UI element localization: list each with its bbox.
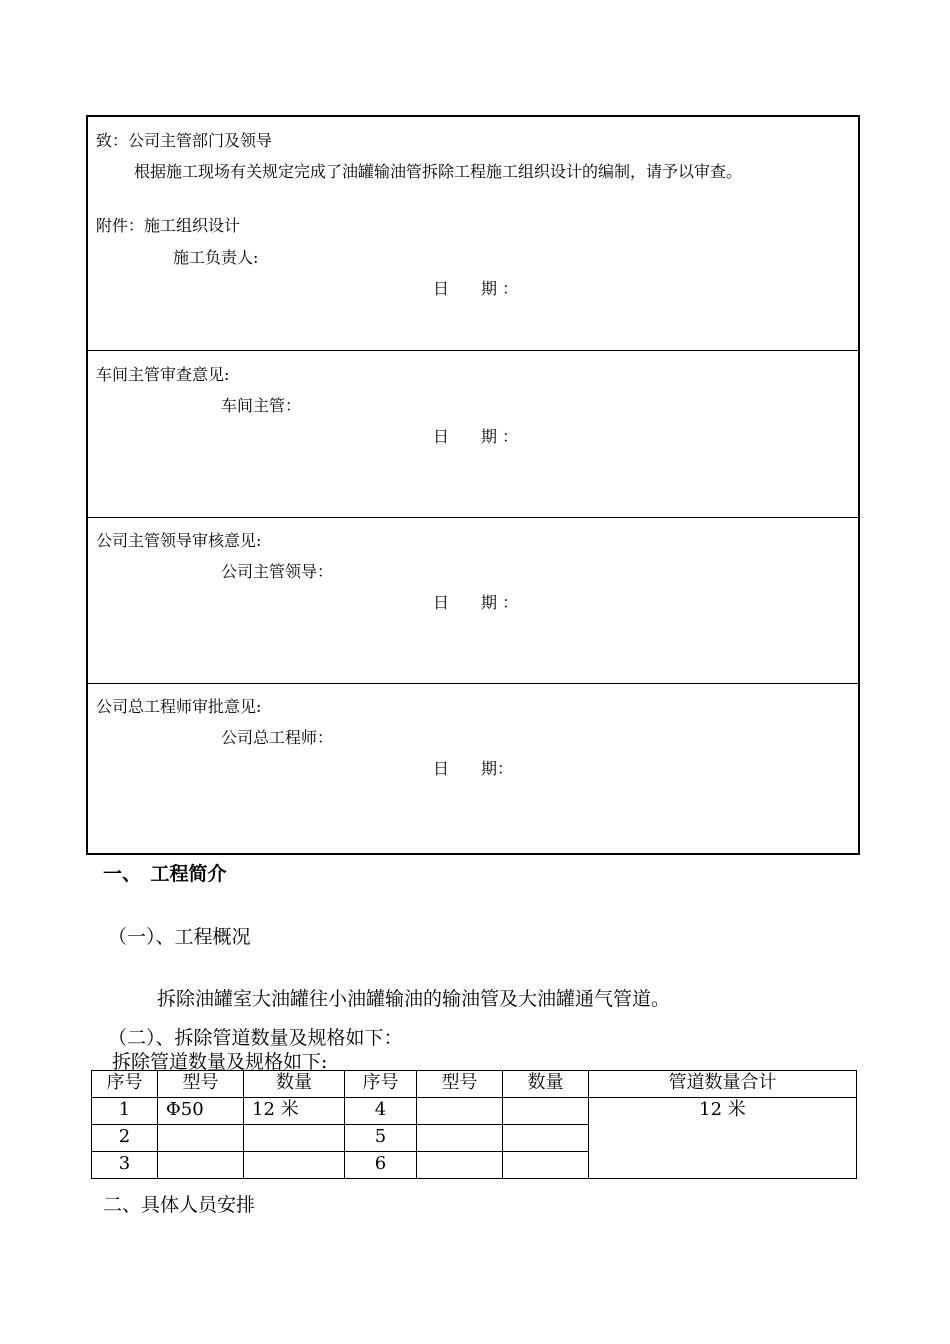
- construction-lead-label: 施工负责人:: [173, 248, 259, 267]
- section-heading-1: 一、 工程简介: [103, 863, 227, 885]
- table-cell: [158, 1125, 244, 1152]
- table-cell: [417, 1098, 503, 1125]
- chief-engineer-section: [88, 683, 858, 854]
- header-cell: 管道数量合计: [589, 1071, 857, 1098]
- overview-paragraph: 拆除油罐室大油罐往小油罐输油的输油管及大油罐通气管道。: [157, 988, 671, 1010]
- date-label: 日 期：: [433, 759, 514, 778]
- header-cell: 型号: [158, 1071, 244, 1098]
- table-cell: 2: [92, 1125, 158, 1152]
- chief-engineer-title: 公司总工程师审批意见:: [96, 697, 262, 716]
- date-label: 日 期 ：: [433, 593, 519, 612]
- table-cell: [417, 1152, 503, 1179]
- table-cell: Φ50: [158, 1098, 244, 1125]
- leader-audit-section: [88, 517, 858, 684]
- table-cell: [503, 1098, 589, 1125]
- chief-engineer-label: 公司总工程师：: [221, 728, 334, 747]
- approval-form: [86, 115, 860, 855]
- submission-section: [88, 117, 858, 350]
- table-cell: [503, 1152, 589, 1179]
- addressee-line: 致：公司主管部门及领导: [96, 131, 273, 150]
- section-heading-2: 二、具体人员安排: [103, 1194, 256, 1216]
- header-cell: 型号: [417, 1071, 503, 1098]
- table-cell: 12 米: [244, 1098, 345, 1125]
- table-row: [92, 1098, 857, 1125]
- company-leader-label: 公司主管领导：: [221, 562, 334, 581]
- subsection-heading-pipes: （二）、拆除管道数量及规格如下：: [108, 1027, 403, 1049]
- workshop-review-section: [88, 350, 858, 518]
- header-cell: 序号: [92, 1071, 158, 1098]
- workshop-supervisor-label: 车间主管：: [221, 396, 302, 415]
- table-header-row: [92, 1071, 857, 1098]
- table-caption: 拆除管道数量及规格如下:: [112, 1051, 328, 1073]
- table-cell: [244, 1152, 345, 1179]
- table-cell: 4: [345, 1098, 417, 1125]
- table-cell: [417, 1125, 503, 1152]
- header-cell: 序号: [345, 1071, 417, 1098]
- table-cell: [244, 1125, 345, 1152]
- submission-body: 根据施工现场有关规定完成了油罐输油管拆除工程施工组织设计的编制，请予以审查。: [134, 162, 743, 181]
- date-label: 日 期 ：: [433, 427, 519, 446]
- workshop-review-title: 车间主管审查意见:: [96, 365, 230, 384]
- table-cell: 5: [345, 1125, 417, 1152]
- attachment-line: 附件：施工组织设计: [96, 216, 241, 235]
- table-cell: 3: [92, 1152, 158, 1179]
- date-label: 日 期 ：: [433, 279, 519, 298]
- table-cell: 1: [92, 1098, 158, 1125]
- table-cell: [158, 1152, 244, 1179]
- header-cell: 数量: [503, 1071, 589, 1098]
- total-cell: 12 米: [589, 1098, 857, 1179]
- subsection-heading-overview: （一）、工程概况: [108, 926, 251, 948]
- table-cell: 6: [345, 1152, 417, 1179]
- table-cell: [503, 1125, 589, 1152]
- leader-audit-title: 公司主管领导审核意见:: [96, 531, 262, 550]
- pipe-spec-table: [91, 1070, 857, 1179]
- header-cell: 数量: [244, 1071, 345, 1098]
